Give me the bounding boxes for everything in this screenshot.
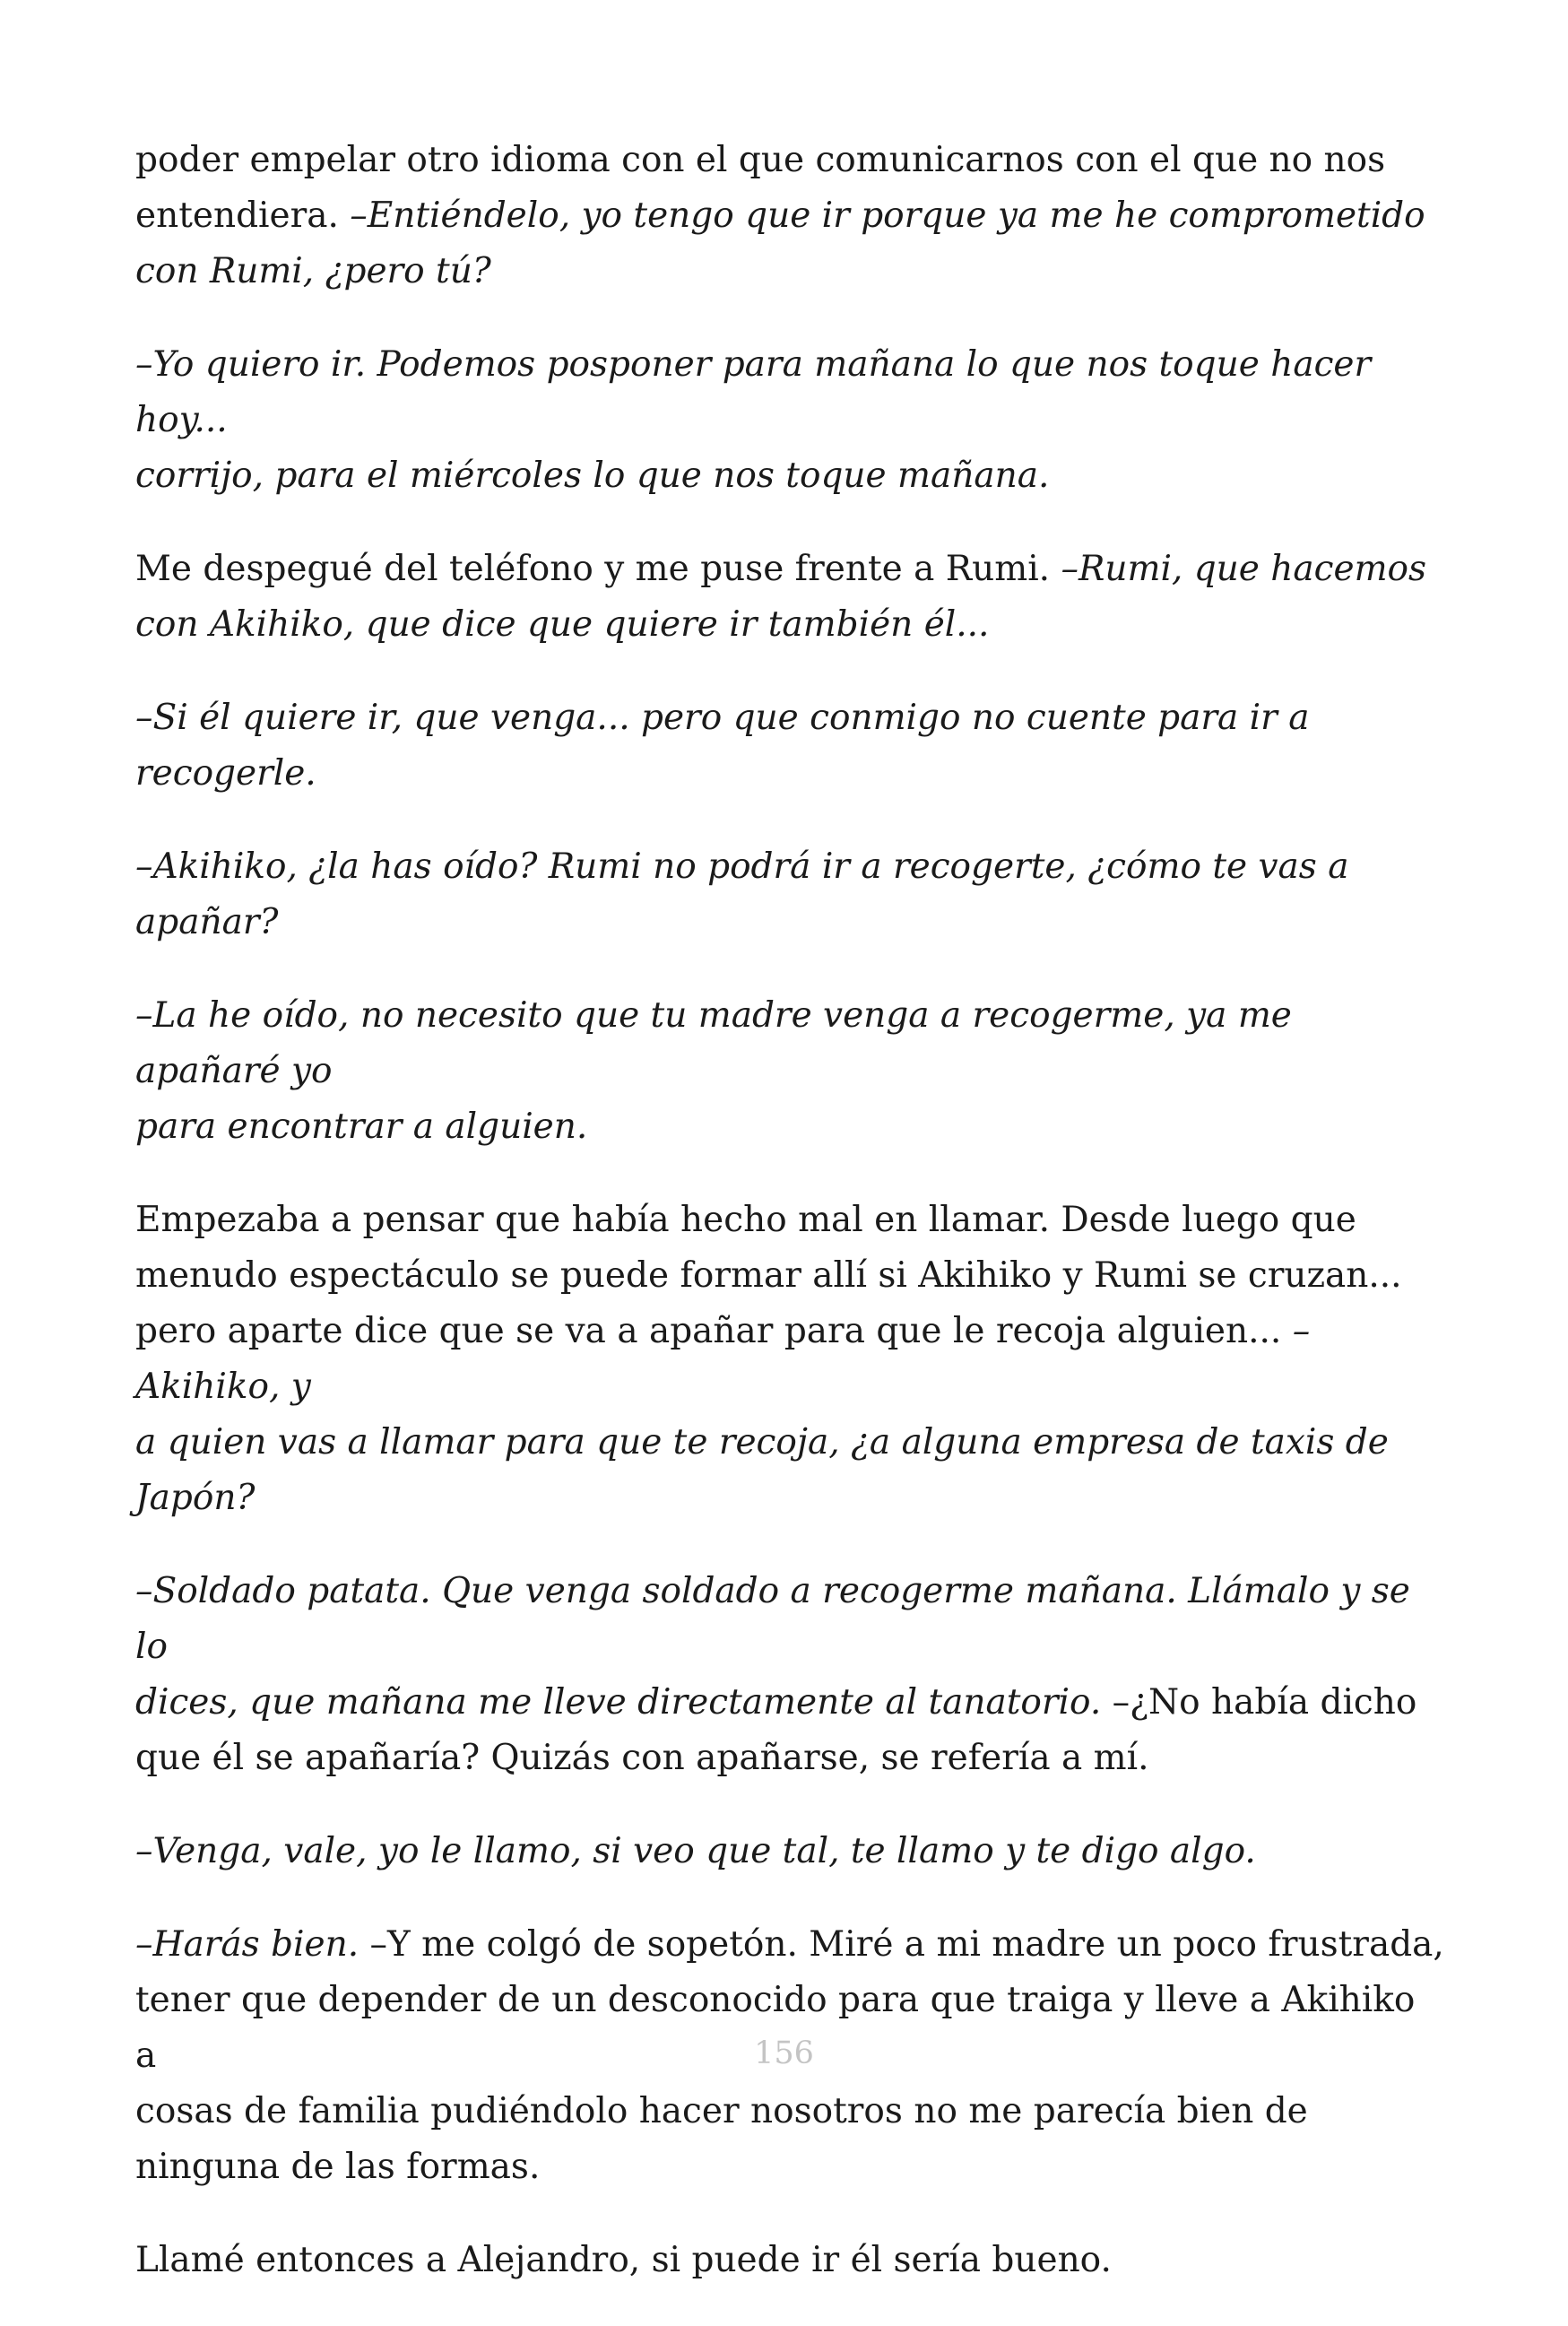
paragraph-7	[135, 1193, 1444, 1526]
paragraph-4	[135, 690, 1444, 802]
text-segment: Me despegué del teléfono y me puse frente a Rumi.	[135, 549, 1061, 589]
body-text	[135, 133, 1444, 2326]
text-segment: –Entiéndelo, yo tengo que ir porque ya me he comprometido con Rumi, ¿pero tú?	[135, 195, 1425, 291]
paragraph-11	[135, 2233, 1444, 2288]
paragraph-8	[135, 1564, 1444, 1786]
paragraph-1	[135, 133, 1444, 299]
text-segment: –Harás bien.	[135, 1924, 370, 1965]
text-segment: –Y me colgó de sopetón. Miré a mi madre un poco frustrada, tener que depender de un desconocido para que traiga y lleve a Akihiko a cosas de familia pudiéndolo hacer nosotros no me parecía bien de ninguna de las formas.	[135, 1924, 1444, 2187]
page-number: 156	[754, 2035, 814, 2071]
text-segment: –Yo quiero ir. Podemos posponer para mañana lo que nos toque hacer hoy... corrijo, para el miércoles lo que nos toque mañana.	[135, 344, 1372, 496]
paragraph-2	[135, 337, 1444, 504]
text-segment: –Rumi, que hacemos con Akihiko, que dice que quiere ir también él...	[135, 549, 1427, 645]
paragraph-9	[135, 1824, 1444, 1879]
text-segment: –Si él quiere ir, que venga... pero que conmigo no cuente para ir a recogerle.	[135, 698, 1310, 794]
text-segment: Empezaba a pensar que había hecho mal en llamar. Desde luego que menudo espectáculo se puede formar allí si Akihiko y Rumi se cruzan... pero aparte dice que se va a apañar para que le recoja alguien...	[135, 1200, 1402, 1351]
text-segment: –Akihiko, y a quien vas a llamar para que te recoja, ¿a alguna empresa de taxis de Japón?	[135, 1311, 1389, 1518]
paragraph-6	[135, 988, 1444, 1155]
paragraph-5	[135, 839, 1444, 950]
text-segment: Llamé entonces a Alejandro, si puede ir él sería bueno.	[135, 2240, 1112, 2280]
text-segment: –Soldado patata. Que venga soldado a recogerme mañana. Llámalo y se lo dices, que mañana me lleve directamente al tanatorio.	[135, 1571, 1410, 1723]
text-segment: –Venga, vale, yo le llamo, si veo que tal, te llamo y te digo algo.	[135, 1831, 1256, 1871]
text-segment: –La he oído, no necesito que tu madre venga a recogerme, ya me apañaré yo para encontrar a alguien.	[135, 995, 1292, 1147]
text-segment: –¿No había dicho que él se apañaría? Quizás con apañarse, se refería a mí.	[135, 1682, 1417, 1778]
text-segment: –Akihiko, ¿la has oído? Rumi no podrá ir a recogerte, ¿cómo te vas a apañar?	[135, 846, 1349, 942]
paragraph-3	[135, 542, 1444, 653]
text-segment: poder empelar otro idioma con el que comunicarnos con el que no nos entendiera.	[135, 140, 1386, 236]
